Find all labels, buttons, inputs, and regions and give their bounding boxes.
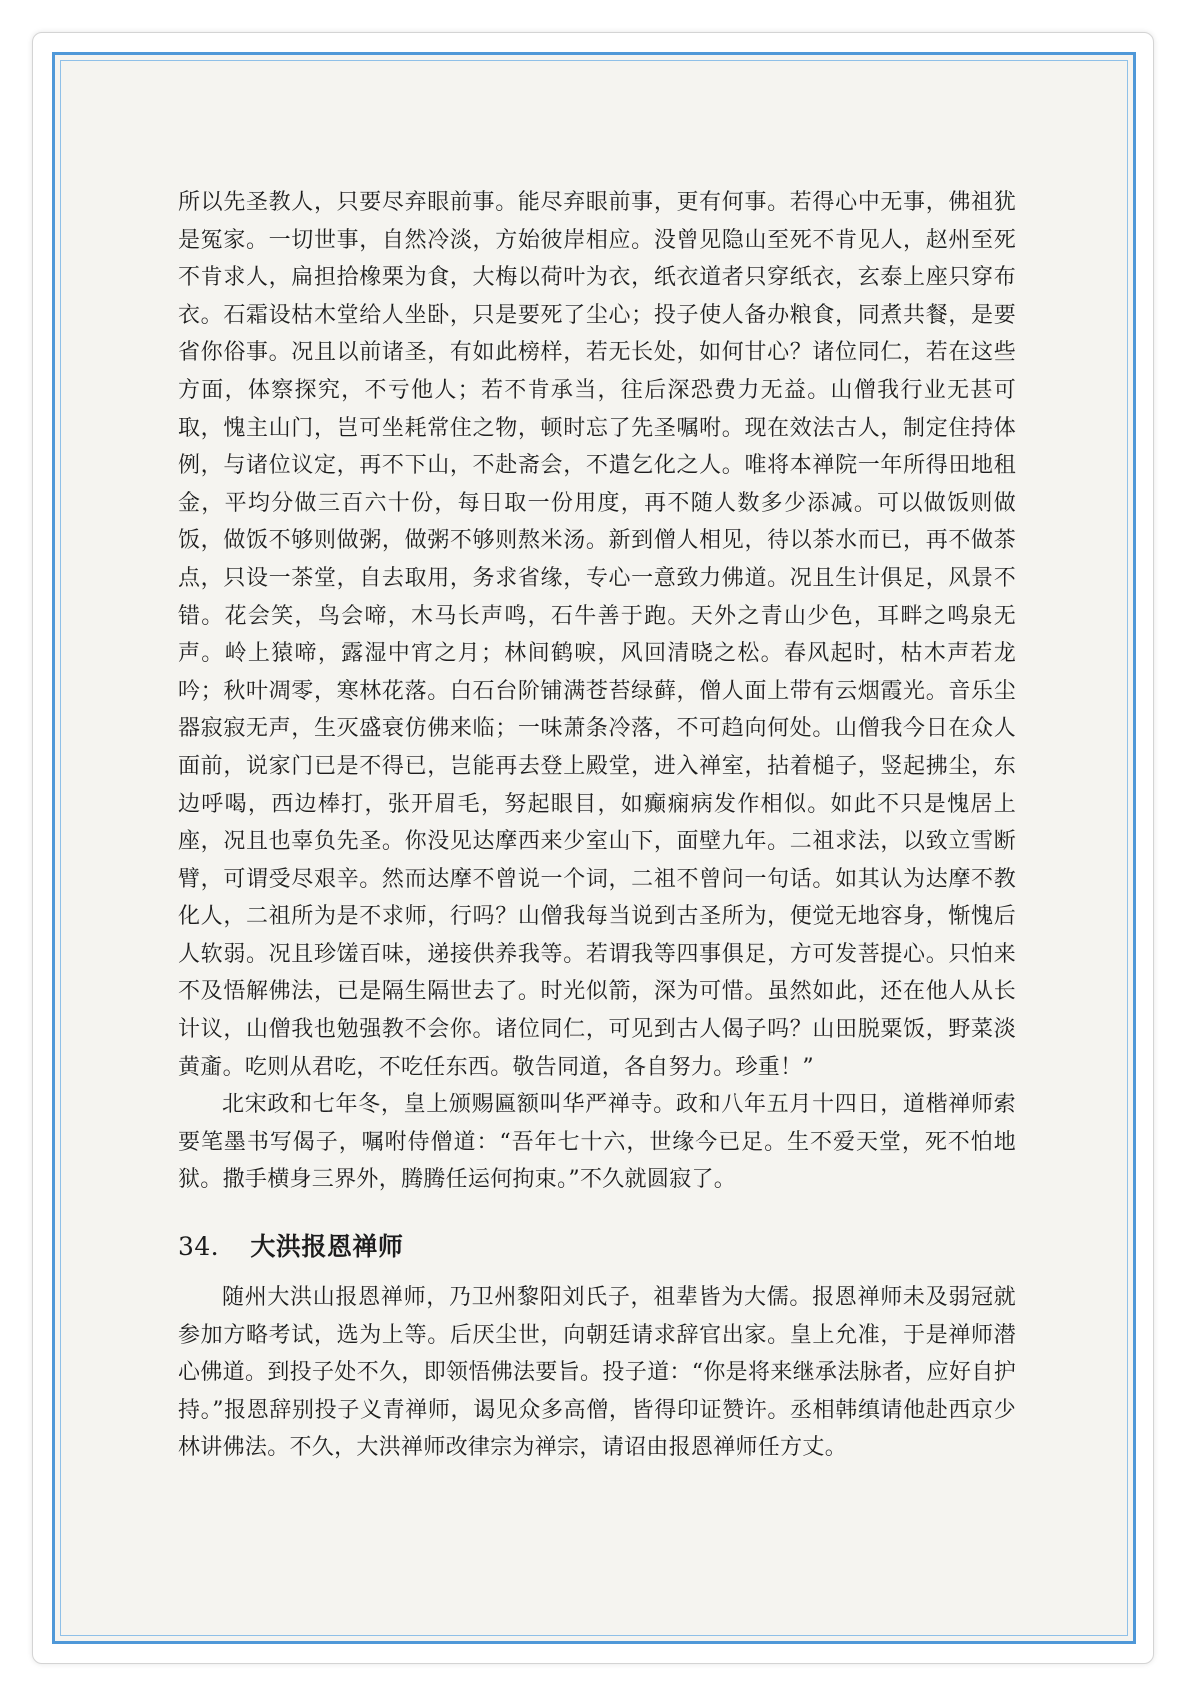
book-page-text bbox=[178, 184, 1016, 1467]
section-title: 大洪报恩禅师 bbox=[250, 1232, 404, 1262]
paragraph-baoen-intro: 随州大洪山报恩禅师，乃卫州黎阳刘氏子，祖辈皆为大儒。报恩禅师未及弱冠就参加方略考试，选为上等。后厌尘世，向朝廷请求辞官出家。皇上允准，于是禅师潜心佛道。到投子处不久，即领悟佛法要旨。投子道：“你是将来继承法脉者，应好自护持。”报恩辞别投子义青禅师，谒见众多高僧，皆得印证赞许。丞相韩缜请他赴西京少林讲佛法。不久，大洪禅师改律宗为禅宗，请诏由报恩禅师任方丈。 bbox=[178, 1285, 1016, 1461]
section-heading bbox=[178, 1225, 1016, 1269]
section-number: 34． bbox=[178, 1232, 237, 1262]
paragraph-daokai-passing: 北宋政和七年冬，皇上颁赐匾额叫华严禅寺。政和八年五月十四日，道楷禅师索要笔墨书写偈子，嘱咐侍僧道：“吾年七十六，世缘今已足。生不爱天堂，死不怕地狱。撒手横身三界外，腾腾任运何拘束。”不久就圆寂了。 bbox=[178, 1092, 1016, 1193]
paragraph-continued: 所以先圣教人，只要尽弃眼前事。能尽弃眼前事，更有何事。若得心中无事，佛祖犹是冤家。一切世事，自然冷淡，方始彼岸相应。没曾见隐山至死不肯见人，赵州至死不肯求人，扁担拾橡栗为食，大梅以荷叶为衣，纸衣道者只穿纸衣，玄泰上座只穿布衣。石霜设枯木堂给人坐卧，只是要死了尘心；投子使人备办粮食，同煮共餐，是要省你俗事。况且以前诸圣，有如此榜样，若无长处，如何甘心？诸位同仁，若在这些方面，体察探究，不亏他人；若不肯承当，往后深恐费力无益。山僧我行业无甚可取，愧主山门，岂可坐耗常住之物，顿时忘了先圣嘱咐。现在效法古人，制定住持体例，与诸位议定，再不下山，不赴斋会，不遣乞化之人。唯将本禅院一年所得田地租金，平均分做三百六十份，每日取一份用度，再不随人数多少添减。可以做饭则做饭，做饭不够则做粥，做粥不够则熬米汤。新到僧人相见，待以茶水而已，再不做茶点，只设一茶堂，自去取用，务求省缘，专心一意致力佛道。况且生计俱足，风景不错。花会笑，鸟会啼，木马长声鸣，石牛善于跑。天外之青山少色，耳畔之鸣泉无声。岭上猿啼，露湿中宵之月；林间鹤唳，风回清晓之松。春风起时，枯木声若龙吟；秋叶凋零，寒林花落。白石台阶铺满苍苔绿藓，僧人面上带有云烟霞光。音乐尘器寂寂无声，生灭盛衰仿佛来临；一味萧条冷落，不可趋向何处。山僧我今日在众人面前，说家门已是不得已，岂能再去登上殿堂，进入禅室，拈着槌子，竖起拂尘，东边呼喝，西边棒打，张开眉毛，努起眼目，如癫痫病发作相似。如此不只是愧居上座，况且也辜负先圣。你没见达摩西来少室山下，面壁九年。二祖求法，以致立雪断臂，可谓受尽艰辛。然而达摩不曾说一个词，二祖不曾问一句话。如其认为达摩不教化人，二祖所为是不求师，行吗？山僧我每当说到古圣所为，便觉无地容身，惭愧后人软弱。况且珍馐百味，递接供养我等。若谓我等四事俱足，方可发菩提心。只怕来不及悟解佛法，已是隔生隔世去了。时光似箭，深为可惜。虽然如此，还在他人从长计议，山僧我也勉强教不会你。诸位同仁，可见到古人偈子吗？山田脱粟饭，野菜淡黄齑。吃则从君吃，不吃任东西。敬告同道，各自努力。珍重！” bbox=[178, 190, 1016, 1080]
